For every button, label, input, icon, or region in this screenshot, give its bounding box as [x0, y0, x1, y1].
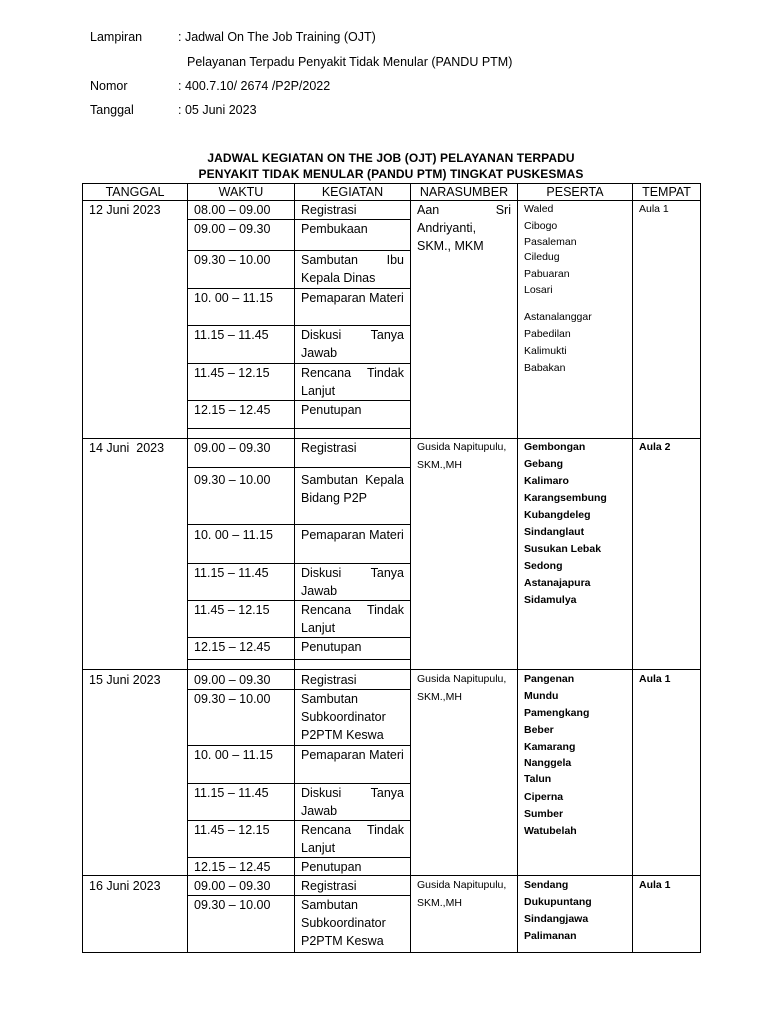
activity-cell: Pemaparan Materi: [301, 748, 404, 762]
nomor-label: Nomor: [90, 79, 128, 93]
activity-cell: Rencana Tindak Lanjut: [301, 366, 404, 398]
time-cell: 12.15 – 12.45: [194, 860, 271, 874]
participant-item: Sindangjawa: [524, 913, 589, 925]
date-cell: 12 Juni 2023: [89, 203, 161, 217]
activity-cell: Sambutan Subkoordinator P2PTM Keswa: [301, 898, 386, 948]
activity-cell: Diskusi Tanya Jawab: [301, 786, 404, 818]
column-header-tempat: TEMPAT: [642, 185, 691, 199]
activity-cell: Pemaparan Materi: [301, 291, 404, 305]
participant-item: Astanalanggar: [524, 311, 592, 323]
speaker-cell: Gusida Napitupulu, SKM.,MH: [417, 673, 507, 703]
participant-item: Karangsembung: [524, 492, 607, 504]
activity-cell: Penutupan: [301, 403, 362, 417]
time-cell: 08.00 – 09.00: [194, 203, 271, 217]
activity-cell: Registrasi: [301, 673, 357, 687]
time-cell: 10. 00 – 11.15: [194, 748, 274, 762]
date-cell: 14 Juni 2023: [89, 441, 165, 455]
column-header-peserta: PESERTA: [546, 185, 604, 199]
activity-cell: Rencana Tindak Lanjut: [301, 603, 404, 635]
participant-item: Pabuaran: [524, 268, 570, 280]
time-cell: 09.30 – 10.00: [194, 253, 271, 267]
time-cell: 11.15 – 11.45: [194, 328, 269, 342]
time-cell: 09.00 – 09.30: [194, 222, 271, 236]
activity-cell: Registrasi: [301, 879, 357, 893]
participant-item: Palimanan: [524, 930, 577, 942]
time-cell: 09.00 – 09.30: [194, 879, 271, 893]
activity-cell: Sambutan Kepala Bidang P2P: [301, 473, 404, 505]
tanggal-label: Tanggal: [90, 103, 134, 117]
tanggal-value: : 05 Juni 2023: [178, 103, 257, 117]
participant-item: Gebang: [524, 458, 564, 470]
participant-item: Ciledug: [524, 251, 560, 263]
date-cell: 15 Juni 2023: [89, 673, 161, 687]
place-cell: Aula 1: [639, 673, 671, 685]
participant-item: Kubangdeleg: [524, 509, 591, 521]
participant-item: Sindanglaut: [524, 526, 585, 538]
participant-item: Gembongan: [524, 441, 586, 453]
participant-item: Pasaleman: [524, 236, 577, 248]
speaker-cell: Aan Sri Andriyanti, SKM., MKM: [417, 203, 511, 253]
participant-item: Cibogo: [524, 220, 558, 232]
time-cell: 11.45 – 12.15: [194, 603, 270, 617]
participant-item: Losari: [524, 284, 553, 296]
time-cell: 09.30 – 10.00: [194, 692, 271, 706]
activity-cell: Pemaparan Materi: [301, 528, 404, 542]
lampiran-value: : Jadwal On The Job Training (OJT): [178, 30, 376, 44]
participant-item: Astanajapura: [524, 577, 591, 589]
participant-item: Talun: [524, 773, 552, 785]
time-cell: 10. 00 – 11.15: [194, 528, 274, 542]
column-header-narasumber: NARASUMBER: [419, 185, 509, 199]
time-cell: 09.30 – 10.00: [194, 898, 271, 912]
document-title-line1: JADWAL KEGIATAN ON THE JOB (OJT) PELAYANAN TERPADU: [207, 151, 575, 165]
participant-item: Sumber: [524, 808, 564, 820]
time-cell: 09.00 – 09.30: [194, 441, 271, 455]
participant-item: Mundu: [524, 690, 559, 702]
column-header-kegiatan: KEGIATAN: [321, 185, 384, 199]
activity-cell: Penutupan: [301, 640, 362, 654]
participant-item: Watubelah: [524, 825, 577, 837]
activity-cell: Pembukaan: [301, 222, 368, 236]
time-cell: 09.00 – 09.30: [194, 673, 271, 687]
time-cell: 09.30 – 10.00: [194, 473, 271, 487]
activity-cell: Rencana Tindak Lanjut: [301, 823, 404, 855]
activity-cell: Diskusi Tanya Jawab: [301, 566, 404, 598]
participant-item: Sendang: [524, 879, 569, 891]
activity-cell: Registrasi: [301, 203, 357, 217]
time-cell: 11.15 – 11.45: [194, 786, 269, 800]
activity-cell: Sambutan Ibu Kepala Dinas: [301, 253, 404, 285]
date-cell: 16 Juni 2023: [89, 879, 161, 893]
time-cell: 12.15 – 12.45: [194, 403, 271, 417]
participant-item: Susukan Lebak: [524, 543, 602, 555]
participant-item: Sedong: [524, 560, 563, 572]
participant-item: Ciperna: [524, 791, 564, 803]
participant-item: Nanggela: [524, 757, 572, 769]
participant-item: Kalimukti: [524, 345, 567, 357]
participant-item: Kamarang: [524, 741, 576, 753]
activity-cell: Sambutan Subkoordinator P2PTM Keswa: [301, 692, 386, 742]
column-header-tanggal: TANGGAL: [105, 185, 165, 199]
speaker-cell: Gusida Napitupulu, SKM.,MH: [417, 441, 507, 471]
participant-item: Sidamulya: [524, 594, 577, 606]
participant-item: Waled: [524, 203, 554, 215]
participant-item: Dukupuntang: [524, 896, 592, 908]
activity-cell: Diskusi Tanya Jawab: [301, 328, 404, 360]
place-cell: Aula 1: [639, 203, 669, 215]
participant-item: Kalimaro: [524, 475, 569, 487]
time-cell: 11.45 – 12.15: [194, 823, 270, 837]
activity-cell: Penutupan: [301, 860, 362, 874]
participant-item: Pangenan: [524, 673, 575, 685]
place-cell: Aula 2: [639, 441, 671, 453]
activity-cell: Registrasi: [301, 441, 357, 455]
time-cell: 10. 00 – 11.15: [194, 291, 274, 305]
time-cell: 11.45 – 12.15: [194, 366, 270, 380]
nomor-value: : 400.7.10/ 2674 /P2P/2022: [178, 79, 331, 93]
lampiran-value-line2: Pelayanan Terpadu Penyakit Tidak Menular (PANDU PTM): [187, 55, 513, 69]
participant-item: Pabedilan: [524, 328, 571, 340]
participant-item: Beber: [524, 724, 554, 736]
speaker-cell: Gusida Napitupulu, SKM.,MH: [417, 879, 507, 909]
document-title-line2: PENYAKIT TIDAK MENULAR (PANDU PTM) TINGKAT PUSKESMAS: [198, 167, 584, 181]
time-cell: 12.15 – 12.45: [194, 640, 271, 654]
column-header-waktu: WAKTU: [218, 185, 264, 199]
place-cell: Aula 1: [639, 879, 671, 891]
participant-item: Babakan: [524, 362, 566, 374]
time-cell: 11.15 – 11.45: [194, 566, 269, 580]
lampiran-label: Lampiran: [90, 30, 143, 44]
participant-item: Pamengkang: [524, 707, 590, 719]
